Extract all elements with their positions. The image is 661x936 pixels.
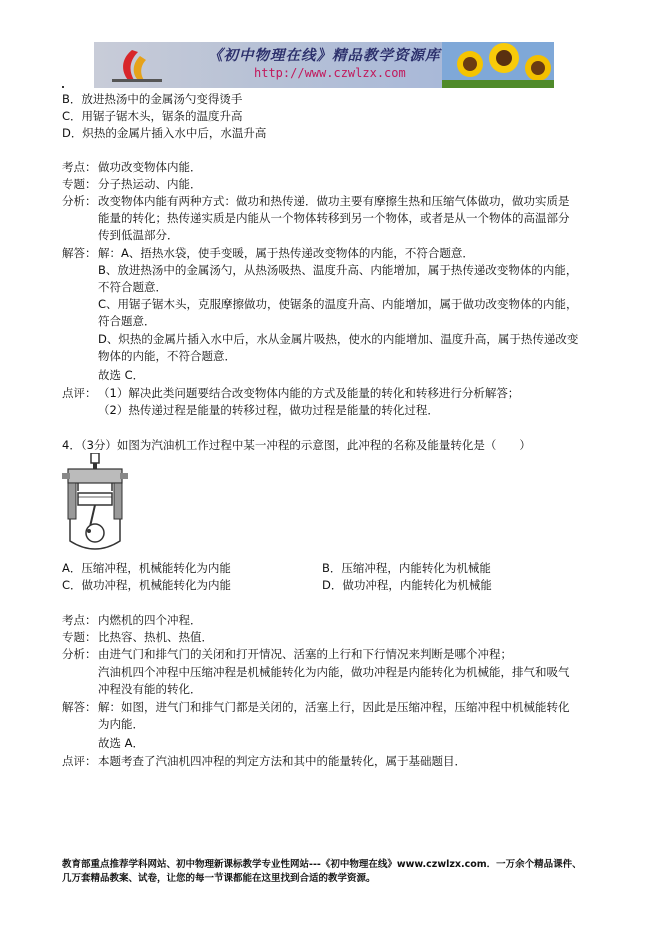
q4-dianping-label: 点评： [62,754,97,768]
q3-jieda-label: 解答： [62,246,97,260]
q4-jieda-label: 解答： [62,700,97,714]
site-logo-icon [102,46,172,84]
header-banner [94,42,554,88]
q3-option-b: B．放进热汤中的金属汤勺变得烫手 [62,92,243,106]
q4-zhuanti-label: 专题： [62,630,97,644]
q4-kaodian-label: 考点： [62,613,97,627]
q3-dianping-line1: （1）解决此类问题要结合改变物体内能的方式及能量的转化和转移进行分析解答； [98,386,520,400]
q4-option-b: B．压缩冲程，内能转化为机械能 [322,561,491,575]
q3-kaodian-text: 做功改变物体内能． [98,160,202,174]
sunflower-image [442,42,554,88]
q4-fenxi-line1: 由进气门和排气门的关闭和打开情况、活塞的上行和下行情况来判断是哪个冲程； [98,647,512,661]
q3-jieda-line4: C、用锯子锯木头，克服摩擦做功，使锯条的温度升高、内能增加，属于做功改变物体的内能， [98,297,578,311]
q3-kaodian-label: 考点： [62,160,97,174]
q3-option-d: D．炽热的金属片插入水中后，水温升高 [62,126,267,140]
q4-dianping-line1: 本题考查了汽油机四冲程的判定方法和其中的能量转化，属于基础题目． [98,754,466,768]
q3-option-c: C．用锯子锯木头，锯条的温度升高 [62,109,243,123]
q3-fenxi-line1: 改变物体内能有两种方式：做功和热传递．做功主要有摩擦生热和压缩气体做功，做功实质是 [98,194,570,208]
q4-jieda-line2: 为内能． [98,717,144,731]
bullet-dot [62,86,64,88]
q3-fenxi-line3: 传到低温部分． [98,228,179,242]
banner-url: http://www.czwlzx.com [254,66,406,80]
q3-jieda-line2: B、放进热汤中的金属汤勺，从热汤吸热、温度升高、内能增加，属于热传递改变物体的内能， [98,263,578,277]
q4-option-d: D．做功冲程，内能转化为机械能 [322,578,492,592]
footer-line-1: 教育部重点推荐学科网站、初中物理新课标教学专业性网站---《初中物理在线》www.czwlzx.com．一万余个精品课件、 [62,859,582,870]
q3-zhuanti-label: 专题： [62,177,97,191]
q4-stem: 4．（3分）如图为汽油机工作过程中某一冲程的示意图，此冲程的名称及能量转化是（ ） [62,438,531,452]
page-footer [62,858,602,886]
q3-zhuanti-text: 分子热运动、内能． [98,177,202,191]
q3-dianping-line2: （2）热传递过程是能量的转移过程，做功过程是能量的转化过程． [98,403,439,417]
q3-fenxi-line2: 能量的转化；热传递实质是内能从一个物体转移到另一个物体，或者是从一个物体的高温部分 [98,211,570,225]
q3-jieda-line1: 解：A、捂热水袋，使手变暖，属于热传递改变物体的内能，不符合题意． [98,246,474,260]
q4-zhuanti-text: 比热容、热机、热值． [98,630,213,644]
q4-fenxi-line3: 冲程没有能的转化． [98,682,202,696]
engine-diagram [62,453,128,553]
q4-fenxi-label: 分析： [62,647,97,661]
q4-jieda-line3: 故选 A． [98,736,145,750]
q4-jieda-line1: 解：如图，进气门和排气门都是关闭的，活塞上行，因此是压缩冲程，压缩冲程中机械能转化 [98,700,570,714]
q3-fenxi-label: 分析： [62,194,97,208]
q4-fenxi-line2: 汽油机四个冲程中压缩冲程是机械能转化为内能，做功冲程是内能转化为机械能，排气和吸气 [98,665,570,679]
q3-jieda-line7: 物体的内能，不符合题意． [98,349,236,363]
footer-line-2: 几万套精品教案、试卷，让您的每一节课都能在这里找到合适的教学资源。 [62,873,376,884]
q3-dianping-label: 点评： [62,386,97,400]
q3-jieda-line8: 故选 C． [98,368,145,382]
q3-jieda-line6: D、炽热的金属片插入水中后，水从金属片吸热，使水的内能增加、温度升高，属于热传递改变 [98,332,579,346]
q3-jieda-line5: 符合题意． [98,314,156,328]
q4-option-c: C．做功冲程，机械能转化为内能 [62,578,232,592]
banner-title: 《初中物理在线》精品教学资源库 [208,47,441,64]
q4-option-a: A．压缩冲程，机械能转化为内能 [62,561,231,575]
q4-kaodian-text: 内燃机的四个冲程． [98,613,202,627]
q3-jieda-line3: 不符合题意． [98,280,167,294]
